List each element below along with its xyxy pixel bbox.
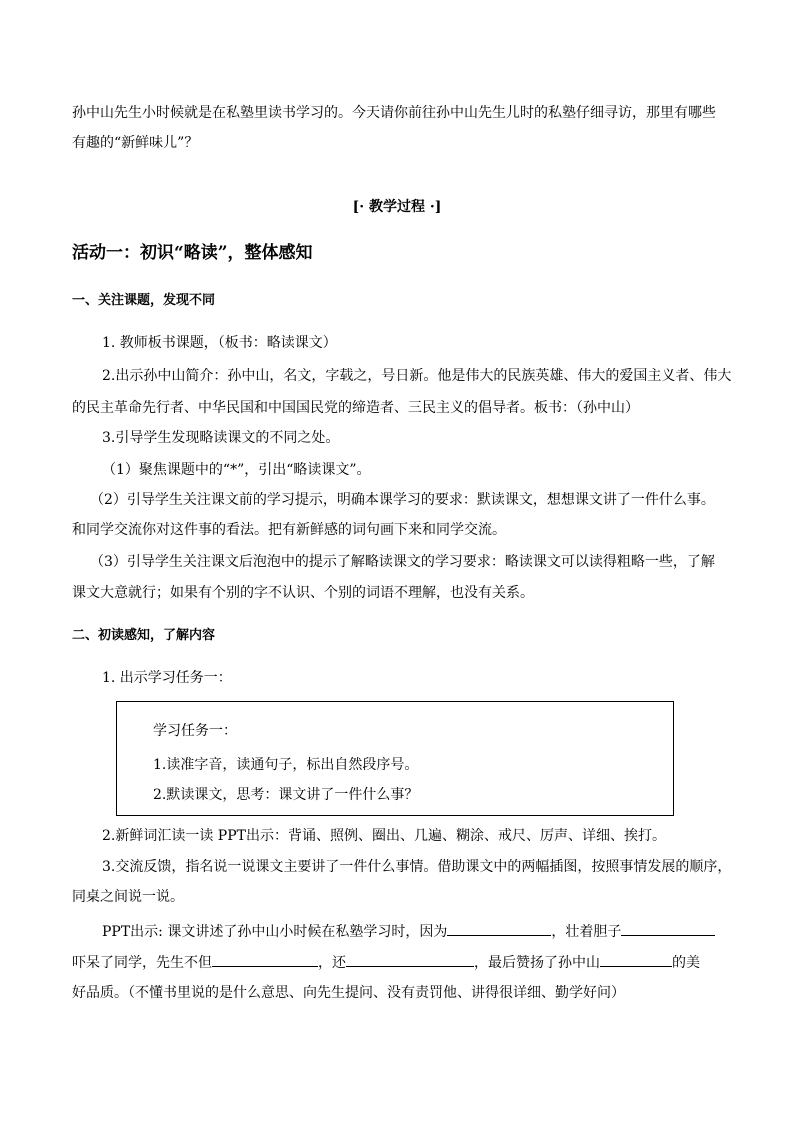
fill-blank-5 [600, 951, 672, 967]
section1-sub2-line2: 和同学交流你对这件事的看法。把有新鲜感的词句画下来和同学交流。 [72, 522, 506, 538]
task-box-title: 学习任务一： [153, 723, 237, 739]
section1-sub3-line1: （3）引导学生关注课文后泡泡中的提示了解略读课文的学习要求：略读课文可以读得粗略一些，了解 [90, 554, 715, 570]
section2-item2: 2.新鲜词汇读一读 PPT出示：背诵、照例、圈出、几遍、糊涂、戒尺、厉声、详细、挨打。 [102, 828, 666, 844]
ppt-line2 [72, 951, 700, 973]
section2-heading: 二、初读感知，了解内容 [72, 628, 216, 643]
section2-item3-line1: 3.交流反馈，指名说一说课文主要讲了一件什么事情。借助课文中的两幅插图，按照事情发展的顺序， [102, 859, 732, 875]
ppt-line1 [102, 920, 715, 942]
section1-item2-line1: 2.出示孙中山简介：孙中山，名文，字载之，号日新。他是伟大的民族英雄、伟大的爱国主义者、伟大 [102, 368, 732, 384]
section2-item1: 1. 出示学习任务一： [102, 670, 232, 686]
ppt-text-1: PPT出示: 课文讲述了孙中山小时候在私塾学习时，因为 [102, 924, 448, 940]
intro-line-2: 有趣的“新鲜味儿”？ [72, 135, 199, 151]
task-box-line2: 2.默读课文，思考：课文讲了一件什么事？ [153, 787, 419, 803]
section1-item1: 1. 教师板书课题，（板书：略读课文） [102, 335, 337, 351]
ppt-text-3: 吓呆了同学，先生不但 [72, 955, 212, 971]
activity1-title: 活动一：初识“略读”，整体感知 [72, 243, 313, 263]
section2-item3-line2: 同桌之间说一说。 [72, 889, 184, 905]
ppt-text-4: ，还 [318, 955, 346, 971]
ppt-text-5: ，最后赞扬了孙中山 [474, 955, 600, 971]
section1-heading: 一、关注课题，发现不同 [72, 293, 216, 308]
fill-blank-3 [212, 951, 318, 967]
task-box [116, 701, 674, 816]
ppt-line3: 好品质。（不懂书里说的是什么意思、向先生提问、没有责罚他、讲得很详细、勤学好问） [72, 985, 625, 1001]
section1-sub3-line2: 课文大意就行；如果有个别的字不认识、个别的词语不理解，也没有关系。 [72, 585, 534, 601]
ppt-text-2: ，壮着胆子 [551, 924, 622, 940]
ppt-text-6: 的美 [672, 955, 700, 971]
section1-sub2-line1: （2）引导学生关注课文前的学习提示，明确本课学习的要求：默读课文，想想课文讲了一件什么事。 [90, 492, 715, 508]
section1-item3: 3.引导学生发现略读课文的不同之处。 [102, 430, 340, 446]
fill-blank-2 [621, 920, 715, 936]
intro-line-1: 孙中山先生小时候就是在私塾里读书学习的。今天请你前往孙中山先生儿时的私塾仔细寻访，那里有哪些 [72, 105, 716, 121]
section1-item2-line2: 的民主革命先行者、中华民国和中国国民党的缔造者、三民主义的倡导者。板书：（孙中山） [72, 400, 639, 416]
task-box-line1: 1.读准字音，读通句子，标出自然段序号。 [153, 757, 419, 773]
process-title: [· 教学过程 ·] [352, 199, 442, 215]
fill-blank-1 [447, 920, 551, 936]
fill-blank-4 [346, 951, 474, 967]
section1-sub1: （1）聚焦课题中的“*”，引出“略读课文”。 [102, 462, 371, 478]
